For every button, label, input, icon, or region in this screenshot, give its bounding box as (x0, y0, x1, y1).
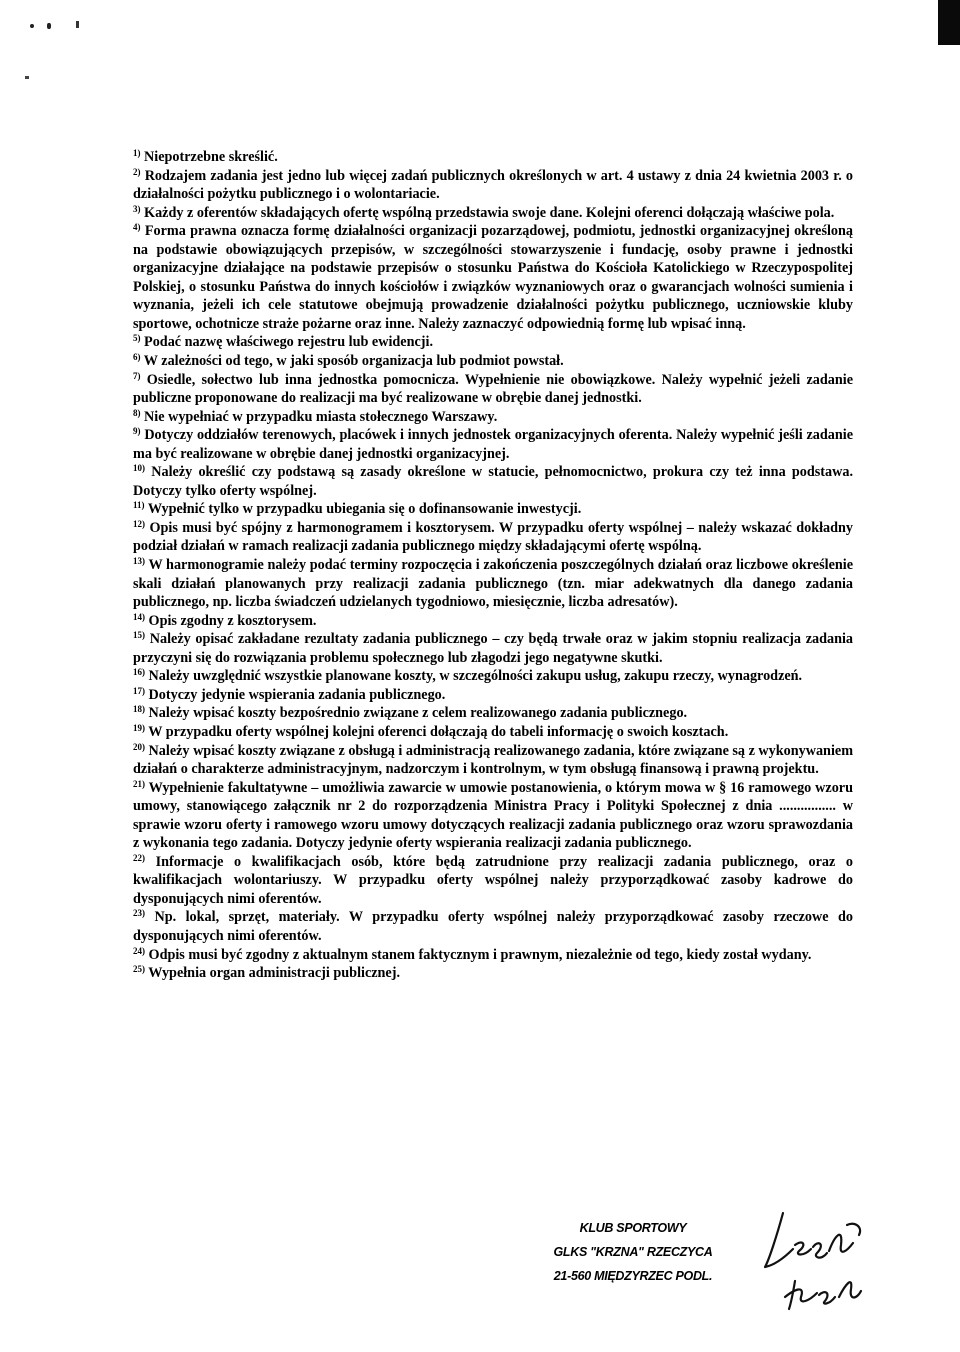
footnote-number: 16) (133, 667, 145, 678)
footnote-item (133, 426, 853, 463)
footnote-number: 12) (133, 518, 145, 529)
club-stamp (528, 1216, 738, 1288)
scan-speck (25, 76, 29, 79)
footnote-item (133, 519, 853, 556)
footnote-text: Opis zgodny z kosztorysem. (148, 612, 317, 629)
footnote-item (133, 333, 853, 352)
footnote-number: 10) (133, 463, 145, 474)
footnote-number: 24) (133, 945, 145, 956)
footnote-number: 11) (133, 500, 145, 511)
footnote-text: W zależności od tego, w jaki sposób organizacja lub podmiot powstał. (143, 353, 564, 370)
footnote-item (133, 686, 853, 705)
footnote-item (133, 704, 853, 723)
footnote-item (133, 148, 853, 167)
footnote-text: Należy opisać zakładane rezultaty zadania publicznego – czy będą trwałe oraz w jakim stopniu realizacja zadania przyczyni się do rozwiązania problemu społecznego lub złagodzi jego negatywne skutki. (133, 631, 853, 666)
footnote-text: Nie wypełniać w przypadku miasta stołecznego Warszawy. (144, 408, 498, 425)
footnote-item (133, 667, 853, 686)
footnote-item (133, 853, 853, 909)
footnote-item (133, 222, 853, 333)
footnote-text: Wypełnia organ administracji publicznej. (148, 965, 400, 982)
footnote-number: 20) (133, 741, 145, 752)
footnote-number: 4) (133, 222, 141, 233)
footnote-item (133, 779, 853, 853)
footnote-item (133, 612, 853, 631)
footnote-number: 14) (133, 611, 145, 622)
scan-speck (76, 21, 79, 28)
stamp-line-name: GLKS "KRZNA" RZECZYCA (553, 1245, 713, 1259)
footnote-number: 9) (133, 426, 141, 437)
footnote-text: Rodzajem zadania jest jedno lub więcej zadań publicznych określonych w art. 4 ustawy z dnia 24 kwietnia 2003 r. o działalności pożytku publicznego i o wolontariacie. (133, 167, 854, 203)
footnote-text: Osiedle, sołectwo lub inna jednostka pomocnicza. Wypełnienie nie obowiązkowe. Należy wypełnić jeżeli zadanie publiczne proponowane do realizacji ma być realizowane w obrębie danej jednostki. (133, 371, 853, 407)
footnote-number: 5) (133, 333, 141, 344)
footnote-text: Niepotrzebne skreślić. (144, 149, 278, 165)
footnote-number: 1) (133, 148, 141, 158)
scan-speck (47, 23, 51, 29)
footnote-number: 13) (133, 556, 145, 567)
footnote-text: Dotyczy jedynie wspierania zadania publicznego. (148, 686, 446, 703)
stamp-line-address: 21-560 MIĘDZYRZEC PODL. (553, 1269, 713, 1283)
footnote-number: 18) (133, 704, 145, 715)
footnote-text: Każdy z oferentów składających ofertę wspólną przedstawia swoje dane. Kolejni oferenci dołączają właściwe pola. (144, 204, 835, 221)
footnote-number: 22) (133, 852, 145, 863)
footnote-number: 3) (133, 203, 141, 214)
footnote-item (133, 167, 853, 204)
footnote-item (133, 908, 853, 945)
footnote-item (133, 500, 853, 519)
footnotes-section (133, 148, 853, 983)
footnote-number: 25) (133, 964, 145, 975)
footnote-item (133, 946, 853, 965)
footnote-text: Należy określić czy podstawą są zasady określone w statucie, pełnomocnictwo, prokura czy też inna podstawa. Dotyczy tylko oferty wspólnej. (133, 464, 854, 499)
footnote-item (133, 408, 853, 427)
footnote-text: Wypełnić tylko w przypadku ubiegania się o dofinansowanie inwestycji. (147, 501, 582, 518)
footnote-item (133, 371, 853, 408)
footnote-number: 17) (133, 685, 145, 696)
footnote-text: Należy uwzględnić wszystkie planowane koszty, w szczególności zakupu usług, zakupu rzeczy, wynagrodzeń. (148, 668, 803, 685)
footnote-item (133, 630, 853, 667)
footnote-text: Np. lokal, sprzęt, materiały. W przypadku oferty wspólnej należy przyporządkować zasoby rzeczowe do dysponujących nimi oferentów. (133, 909, 854, 944)
footnote-number: 15) (133, 630, 145, 641)
footnote-text: Informacje o kwalifikacjach osób, które będą zatrudnione przy realizacji zadania publicznego, oraz o kwalifikacjach wolontariuszy. W przypadku oferty wspólnej należy przyporządkować zasoby kadrowe do dysponujących nimi oferentów. (133, 853, 853, 907)
footnote-item (133, 352, 853, 371)
footnote-number: 6) (133, 352, 141, 363)
footnote-text: Wypełnienie fakultatywne – umożliwia zawarcie w umowie postanowienia, o którym mowa w § 16 ramowego wzoru umowy, stanowiącego załącznik nr 2 do rozporządzenia Ministra Pracy i Polityki Społecznej z dnia ................ w sprawie wzoru oferty i ramowego wzoru umowy dotyczących realizacji zadania publicznego oraz wzoru sprawozdania z wykonania tego zadania. Dotyczy jedynie oferty wspierania realizacji zadania publicznego. (133, 779, 853, 852)
footnote-item (133, 463, 853, 500)
footnote-number: 7) (133, 370, 141, 381)
footnote-number: 8) (133, 407, 141, 418)
footnote-text: Opis musi być spójny z harmonogramem i kosztorysem. W przypadku oferty wspólnej – należy wskazać dokładny podział działań w ramach realizacji zadania publicznego między składającymi ofertę wspólną. (133, 519, 853, 555)
footnote-item (133, 556, 853, 612)
scan-speck (30, 24, 34, 28)
footnote-number: 23) (133, 908, 145, 919)
footnote-number: 19) (133, 722, 145, 733)
footnote-text: Podać nazwę właściwego rejestru lub ewidencji. (144, 334, 434, 351)
footnote-item (133, 723, 853, 742)
footnote-text: Należy wpisać koszty związane z obsługą i administracją realizowanego zadania, które związane są z wykonywaniem działań o charakterze administracyjnym, nadzorczym i kontrolnym, w tym obsługą finansową i prawną projektu. (133, 742, 854, 778)
stamp-line-club: KLUB SPORTOWY (579, 1221, 687, 1235)
footnote-item (133, 204, 853, 223)
footnote-text: Należy wpisać koszty bezpośrednio związane z celem realizowanego zadania publicznego. (148, 705, 688, 722)
footnote-item (133, 964, 853, 983)
footnote-text: W przypadku oferty wspólnej kolejni oferenci dołączają do tabeli informację o swoich kosztach. (148, 723, 729, 740)
footnote-text: W harmonogramie należy podać terminy rozpoczęcia i zakończenia poszczególnych działań oraz liczbowe określenie skali działań planowanych przy realizacji zadania publicznego (tzn. miar adekwatnych dla danego zadania publicznego, np. liczba świadczeń udzielanych tygodniowo, miesięcznie, liczba adresatów). (133, 557, 853, 611)
footnote-text: Forma prawna oznacza formę działalności organizacji pozarządowej, podmiotu, jednostki organizacyjnej określoną na podstawie obowiązujących przepisów, w szczególności stowarzyszenie i fundację, osoby prawne i jednostki organizacyjne działające na podstawie przepisów o stosunku Państwa do Kościoła Katolickiego w Rzeczypospolitej Polskiej, o stosunku Państwa do innych kościołów i związków wyznaniowych oraz o gwarancjach wolności sumienia i wyznania, jeżeli ich cele statutowe obejmują prowadzenie działalności pożytku publicznego, uczniowskie kluby sportowe, ochotnicze straże pożarne oraz inne. Należy zaznaczyć odpowiednią formę lub wpisać inną. (133, 223, 853, 332)
footnote-number: 21) (133, 778, 145, 789)
scan-corner-mark (938, 0, 960, 45)
handwritten-signature (755, 1205, 895, 1315)
footnote-text: Dotyczy oddziałów terenowych, placówek i innych jednostek organizacyjnych oferenta. Należy wypełnić jeśli zadanie ma być realizowane w obrębie danej jednostki organizacyjnej. (133, 427, 854, 462)
footnote-item (133, 742, 853, 779)
footnote-text: Odpis musi być zgodny z aktualnym stanem faktycznym i prawnym, niezależnie od tego, kiedy został wydany. (148, 946, 812, 963)
footnote-number: 2) (133, 166, 141, 177)
